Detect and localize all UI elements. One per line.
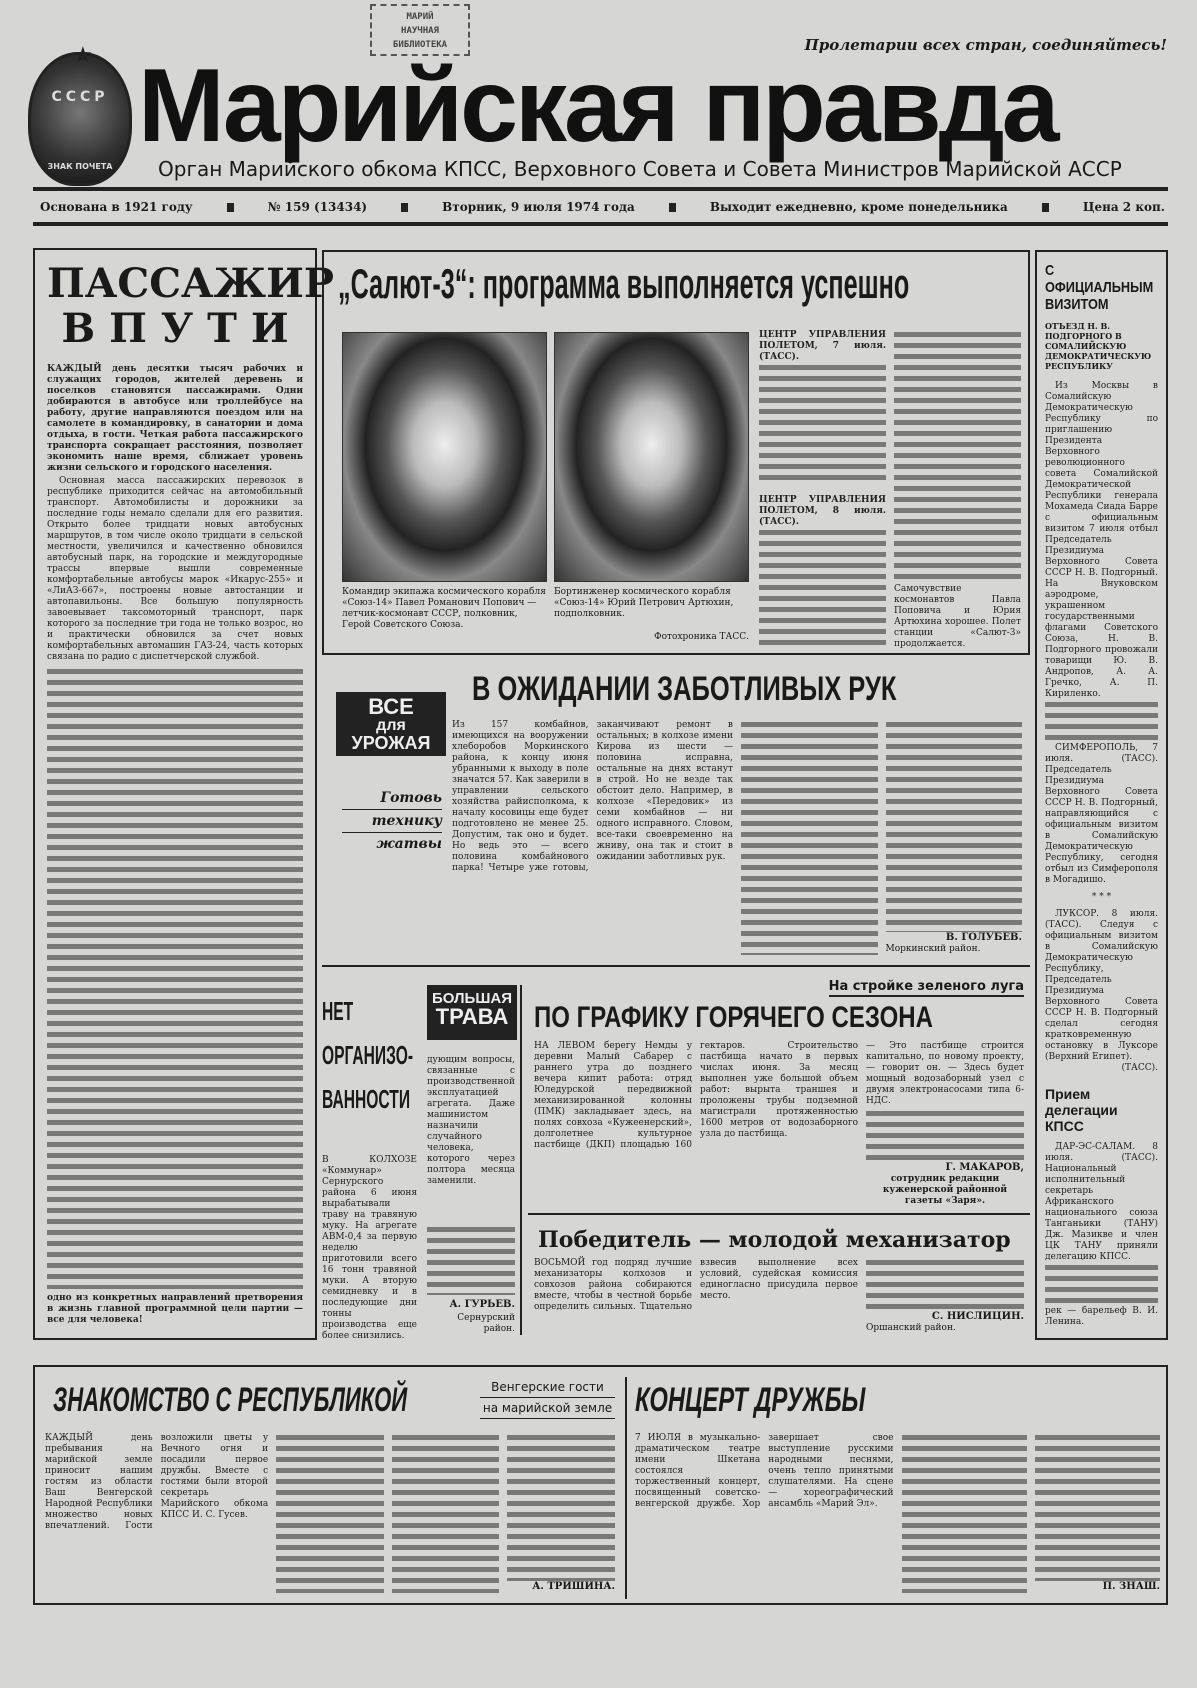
place: Сернурский район.: [457, 1313, 515, 1334]
signature: А. ТРИШИНА.: [532, 1581, 615, 1592]
photo-credit: Фотохроника ТАСС.: [654, 632, 749, 642]
body-text: НА ЛЕВОМ берегу Немды у деревни Малый Сабарер с раннего утра до позднего вечера кипит работа: отряд Юледурской передвижной механизированной колонны (ПМК) закладывает здесь, на полях совхоза «Кужеенерский», долголетнее культурное пастбище (ДКП) площадью 160 гектаров. Строительство пастбища начато в первых числах июня. За месяц выполнен уже большой объем работ: вырыта траншея и проложены трубы подземной магистрали протяженностью 1600 метров от водозаборного узла до пастбища.: [534, 1041, 858, 1150]
article-body: [635, 1433, 1160, 1598]
signature: В. ГОЛУБЕВ.: [945, 932, 1022, 943]
body-text: [1045, 700, 1158, 743]
dateline: ЦЕНТР УПРАВЛЕНИЯ ПОЛЕТОМ, 7 июля. (ТАСС).: [759, 330, 886, 362]
headline: ПО ГРАФИКУ ГОРЯЧЕГО СЕЗОНА: [534, 1001, 933, 1034]
all-for-harvest-logo: [336, 692, 446, 756]
body-text: [866, 1258, 1024, 1311]
quote: — Это пастбище строится капитально, по новому проекту, — говорит он. — Здесь будет мощный водозаборный узел с двумя электронасосами типа 6-НДС.: [866, 1041, 1024, 1106]
closing-text: Самочувствие космонавтов Павла Поповича и Юрия Артюхина хорошее. Полет станции «Салют-3» продолжается.: [894, 584, 1021, 649]
library-stamp: МАРИЙ НАУЧНАЯ БИБЛИОТЕКА: [370, 4, 470, 56]
closing-text: одно из конкретных направлений претворения в жизнь главной программной цели партии — все для человека!: [47, 1293, 303, 1325]
star-icon: ★: [73, 43, 93, 68]
logo-text: УРОЖАЯ: [351, 733, 431, 753]
separator: [1042, 203, 1049, 212]
body-text: Основная масса пассажирских перевозок в республике приходится сейчас на автомобильный транспорт. Автомобилисты и дорожники за последние годы немало сделали для его развития. Открыто более тридцати новых автобусных маршрутов, в том числе около тридцати в сельской местности, увеличился и качественно обновился автобусный парк, на городские и междугородные трассы впервые вышли современные комфортабельные автобусы марок «Икарус-255» и «ЛиАЗ-667», построены новые автостанции и автопавильоны. Все большую популярность завоевывает таксомоторный транспорт, парк которого за последние три года не только возрос, но и практически обновился за счет новых комфортабельных автомашин ГАЗ-24, часть которых связана по радио с диспетчерской службой.: [47, 476, 303, 662]
signature: П. ЗНАШ.: [1102, 1581, 1160, 1592]
rubric-line: Готовь: [342, 787, 442, 810]
dateline: ЦЕНТР УПРАВЛЕНИЯ ПОЛЕТОМ, 8 июля. (ТАСС).: [759, 495, 886, 527]
body-text: СИМФЕРОПОЛЬ, 7 июля. (ТАСС). Председатель Президиума Верховного Совета СССР Н. В. Подгорный, направляющийся с официальным визитом в Сомалийскую Демократическую Республику, сегодня отбыл из Симферополя в Могадишо.: [1045, 743, 1158, 885]
article-official-visit: [1035, 250, 1168, 1340]
divider: [33, 187, 1168, 191]
article-disorganization: [322, 975, 517, 1341]
divider: [33, 222, 1168, 226]
signature: А. ГУРЬЕВ.: [449, 1299, 515, 1310]
article-winner: [528, 1222, 1030, 1337]
logo-text: БОЛЬШАЯ: [431, 990, 513, 1007]
founded: Основана в 1921 году: [40, 200, 193, 214]
rubric-line: жатвы: [376, 836, 442, 852]
body-text: [902, 1433, 1027, 1593]
issue-date: Вторник, 9 июля 1974 года: [442, 200, 635, 214]
article-body: [45, 1433, 615, 1598]
divider: [625, 1377, 627, 1599]
body-text: [894, 330, 1021, 580]
body-text: дующим вопросы, связанные с производственной эксплуатацией агрегата. Даже машинистом назначили случайного человека, которого через полтора месяца заменили.: [427, 1055, 515, 1186]
rubric-line: на марийской земле: [480, 1398, 615, 1419]
subheadline: ОТЪЕЗД Н. В. ПОДГОРНОГО В СОМАЛИЙСКУЮ ДЕМОКРАТИЧЕСКУЮ РЕСПУБЛИКУ: [1045, 321, 1152, 371]
separator: [669, 203, 676, 212]
body-text: ЛУКСОР. 8 июля. (ТАСС). Следуя с официальным визитом в Сомалийскую Демократическую Республику, Председатель Президиума Верховного Совета СССР Н. В. Подгорный сделал сегодня кратковременную остановку в Луксоре (Верхний Египет).: [1045, 909, 1158, 1062]
headline: „Салют-3“: программа выполняется успешно: [338, 260, 910, 307]
article-passenger: [33, 248, 334, 1340]
rubric-line: Венгерские гости: [480, 1377, 615, 1398]
article-hungarian-guests: [33, 1365, 1168, 1605]
headline: В П У Т И: [61, 305, 289, 352]
body-text: [886, 720, 1023, 932]
headline: НЕТ ОРГАНИЗО-ВАННОСТИ: [322, 996, 414, 1114]
article-body: [759, 330, 1021, 650]
logo-text: ТРАВА: [435, 1004, 509, 1029]
price: Цена 2 коп.: [1082, 200, 1165, 214]
frequency: Выходит ежедневно, кроме понедельника: [709, 200, 1008, 214]
body-text: ВОСЬМОЙ год подряд лучшие механизаторы колхозов и совхозов района собираются вместе, чтобы в честной борьбе определить сильных. Тщательно взвесив выполнение всех условий, судейская комиссия единогласно присудила первое место.: [534, 1258, 858, 1312]
body-text: [392, 1433, 500, 1593]
body-text: [427, 1225, 515, 1295]
headline: ЗНАКОМСТВО С РЕСПУБЛИКОЙ: [53, 1381, 408, 1419]
logo-text: для: [376, 717, 406, 734]
signature-role: сотрудник редакции куженерской районной газеты «Заря».: [882, 1174, 1008, 1206]
rubric-line: технику: [342, 810, 442, 833]
body-text-continued: [47, 667, 303, 1289]
emblem-text: СССР: [51, 89, 109, 105]
body-text: ДАР-ЭС-САЛАМ. 8 июля. (ТАСС). Национальный исполнительный секретарь Африканского национального союза Танганьики (ТАНУ) Дж. Мазикве и член ЦК ТАНУ приняли делегацию КПСС.: [1045, 1142, 1158, 1262]
article-meadow: [528, 975, 1030, 1215]
issue-info-bar: [40, 200, 1165, 214]
headline: В ОЖИДАНИИ ЗАБОТЛИВЫХ РУК: [472, 670, 897, 708]
separator-stars: * * *: [1091, 892, 1112, 902]
body-text: 7 ИЮЛЯ в музыкально-драматическом театре имени Шкетана состоялся торжественный концерт, посвященный советско-венгерской дружбе. Хор завершает свое выступление русскими народными песнями, очень тепло принятыми слушателями. На сцене — хореографический ансамбль «Марий Эл».: [635, 1433, 894, 1509]
article-salyut-3: [322, 250, 1030, 655]
article-body: [452, 720, 1022, 960]
body-text: [866, 1109, 1024, 1160]
source: (ТАСС).: [1121, 1063, 1158, 1073]
body-text: Из 157 комбайнов, имеющихся на вооружении хлеборобов Моркинского района, к концу июня убранными к выходу в поле значатся 57. Как заверили в управлении сельского хозяйства райисполкома, к началу косовицы еще будет подготовлено не менее 25. Допустим, так оно и будет. Но ведь это — всего половина комбайнового парка! Четыре уже готовы, заканчивают ремонт в остальных; в колхозе имени Кирова из шести — половина исправна, остальные на днях встанут в строй. Но не везде так обстоит дело. Например, в колхозе «Передовик» из семи комбайнов — ни одного исправного. Словом, все-таки своевременно на жниву, она так и стоит в ожидании заботливых рук.: [452, 720, 733, 873]
closing-text: рек — барельеф В. И. Ленина.: [1045, 1306, 1158, 1327]
headline: Прием делегации КПСС: [1045, 1086, 1118, 1134]
article-harvest: [322, 662, 1030, 967]
signature: Г. МАКАРОВ,: [945, 1162, 1024, 1173]
logo-text: ВСЕ: [368, 694, 414, 719]
big-grass-logo: [427, 985, 517, 1040]
issue-number: № 159 (13434): [267, 200, 368, 214]
body-text: [1045, 1263, 1158, 1306]
headline: С ОФИЦИАЛЬНЫМ ВИЗИТОМ: [1045, 262, 1154, 313]
place: Оршанский район.: [866, 1323, 956, 1333]
headline: КОНЦЕРТ ДРУЖБЫ: [635, 1381, 866, 1419]
article-body: [534, 1258, 1024, 1334]
rubric: [480, 1377, 615, 1419]
body-text: КАЖДЫЙ день пребывания на марийской земле приносит нашим гостям из области Ваш Венгерской Народной Республики множество новых впечатлений. Гости возложили цветы у Вечного огня и посадили первое дружбы. Вместе с гостями были второй секретарь Марийского обкома КПСС И. С. Гусев.: [45, 1433, 269, 1531]
body-text: В КОЛХОЗЕ «Коммунар» Сернурского района 6 июня вырабатывали траву на травяную муку. На агрегате АВМ-0,4 за первую неделю приготовили всего 16 тонн травяной муки. А вторую семидневку и в последующие дни тонны производства еще более снизились.: [322, 1155, 417, 1341]
headline: Победитель — молодой механизатор: [538, 1227, 1011, 1253]
body-text: [1035, 1433, 1160, 1581]
emblem-order: ЗНАК ПОЧЕТА: [47, 162, 113, 171]
headline: ПАССАЖИР: [47, 260, 334, 307]
photo-popovich: [342, 332, 547, 582]
rubric: [342, 787, 442, 855]
order-emblem-icon: [28, 43, 132, 186]
signature: С. НИСЛИЦИН.: [931, 1311, 1024, 1322]
photo-artyukhin: [554, 332, 749, 582]
body-text: [759, 363, 886, 485]
newspaper-title: Марийская правда: [138, 48, 1057, 164]
photo-caption: Бортинженер космического корабля «Союз-14» Юрий Петрович Артюхин, подполковник.: [554, 587, 734, 619]
body-text: [507, 1433, 615, 1581]
body-text: [741, 720, 878, 955]
lead-paragraph: КАЖДЫЙ день десятки тысяч рабочих и служащих городов, жителей деревень и поселков становятся пассажирами. Одни добираются в автобусе или троллейбусе на работу, другие направляются поездом или на самолете в командировку, в санатории и дома отдыха, в гости. Четкая работа пассажирского транспорта сокращает расстояния, позволяет экономить наше время, сближает уровень жизни сельского и городского населения.: [47, 364, 303, 473]
body-text: [759, 528, 886, 650]
rubric: На стройке зеленого луга: [829, 979, 1024, 997]
place: Моркинский район.: [885, 944, 981, 954]
separator: [227, 203, 234, 212]
newspaper-subtitle: Орган Марийского обкома КПСС, Верховного Совета и Совета Министров Марийской АССР: [158, 157, 1122, 181]
divider: [520, 985, 522, 1335]
body-text: [276, 1433, 384, 1593]
article-body: [534, 1041, 1024, 1209]
slogan: Пролетарии всех стран, соединяйтесь!: [804, 36, 1167, 54]
body-text: Из Москвы в Сомалийскую Демократическую Республику по приглашению Президента Верховного революционного совета Сомалийской Демократической Республики генерала Мохамеда Сиада Барре с официальным визитом 7 июля отбыл Председатель Президиума Верховного Совета СССР Н. В. Подгорный. На Внуковском аэродроме, украшенном государственными флагами Советского Союза, Н. В. Подгорного провожали товарищи Ю. В. Андропов, А. А. Гречко, А. П. Кириленко.: [1045, 381, 1158, 699]
photo-caption: Командир экипажа космического корабля «Союз-14» Павел Романович Попович — летчик-космонавт СССР, полковник, Герой Советского Союза.: [342, 587, 546, 630]
separator: [401, 203, 408, 212]
